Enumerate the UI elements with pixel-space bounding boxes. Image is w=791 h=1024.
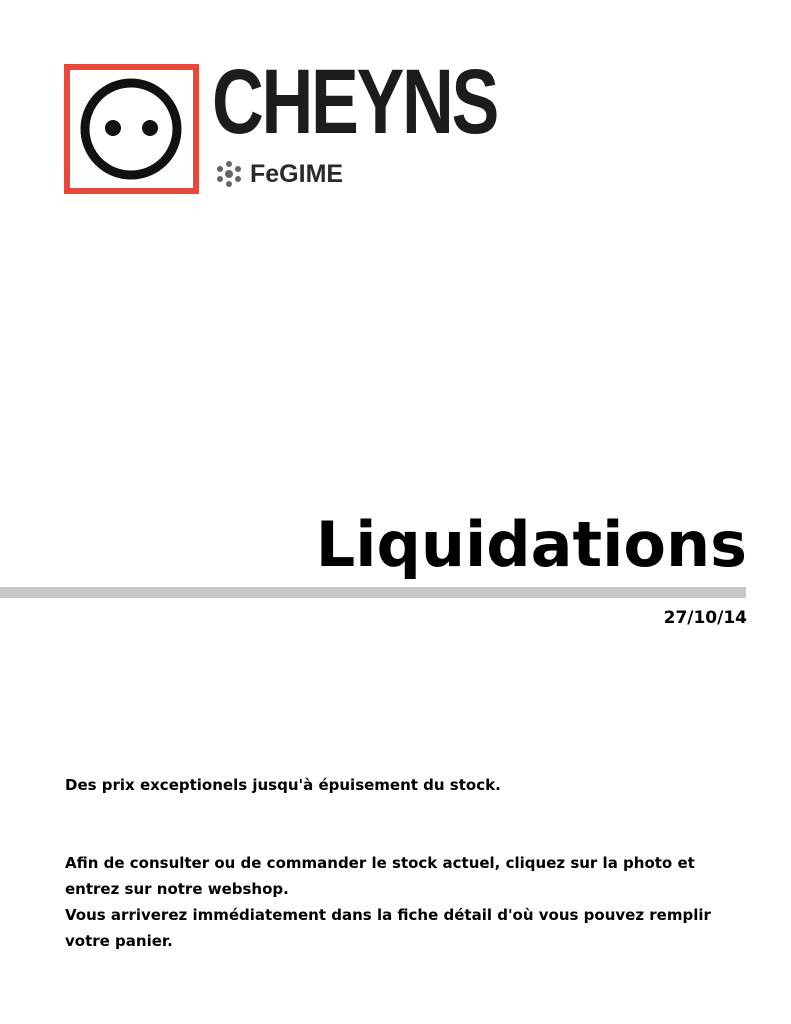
instructions-block bbox=[65, 850, 745, 954]
partner-logo bbox=[214, 156, 343, 192]
page-title: Liquidations bbox=[315, 508, 747, 581]
intro-text: Des prix exceptionels jusqu'à épuisement du stock. bbox=[65, 776, 501, 794]
instructions-line-2: Vous arriverez immédiatement dans la fiche détail d'où vous pouvez remplir votre panier. bbox=[65, 906, 711, 950]
partner-name: FeGIME bbox=[250, 159, 344, 188]
divider bbox=[0, 587, 746, 598]
socket-icon bbox=[64, 64, 199, 194]
company-logo bbox=[64, 51, 498, 194]
brand-name: CHEYNS bbox=[212, 51, 498, 153]
instructions-line-1: Afin de consulter ou de commander le stock actuel, cliquez sur la photo et entrez sur notre webshop. bbox=[65, 854, 695, 898]
fegime-flower-icon bbox=[214, 159, 244, 189]
document-date: 27/10/14 bbox=[663, 608, 747, 628]
